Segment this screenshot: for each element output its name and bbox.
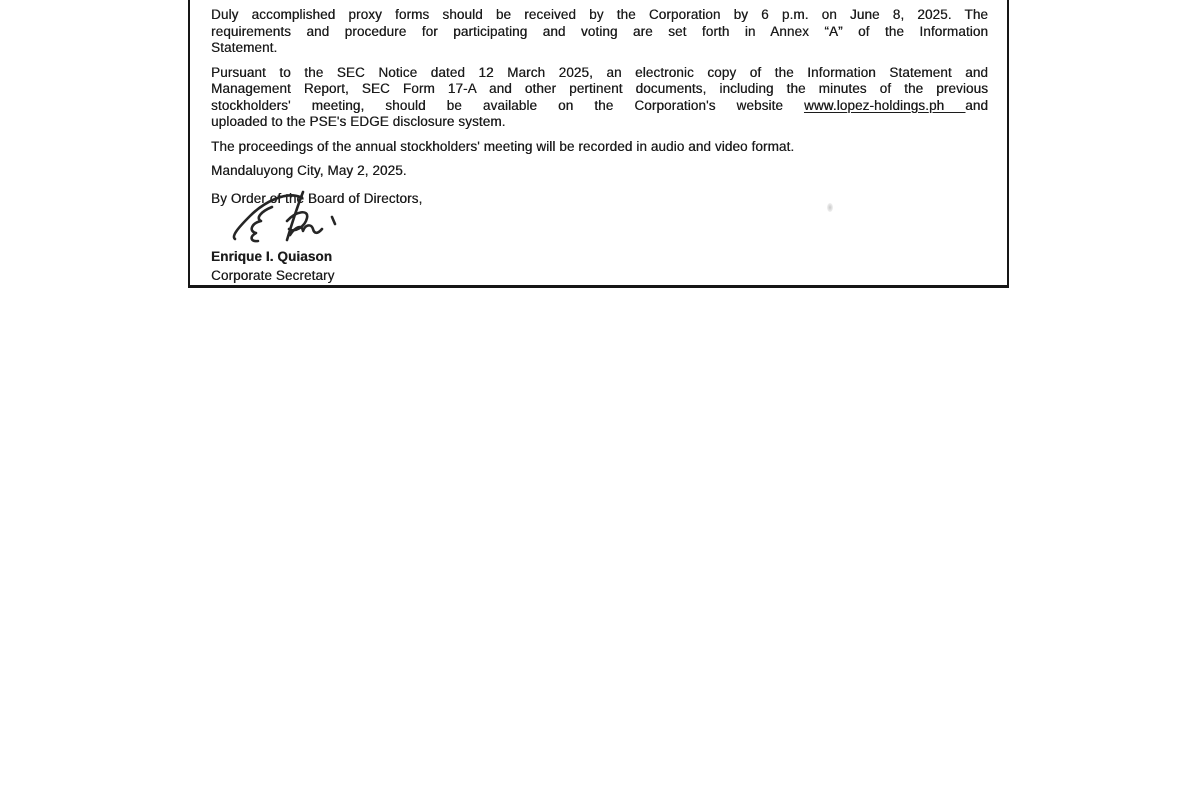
text-line: uploaded to the PSE's EDGE disclosure system. [211, 114, 506, 129]
text-segment: stockholders' meeting, should be available on the Corporation's website [211, 97, 804, 113]
text-line: Mandaluyong City, May 2, 2025. [211, 163, 407, 178]
signatory-name: Enrique I. Quiason [211, 249, 333, 264]
text-line: By Order of the Board of Directors, [211, 190, 423, 206]
text-line: requirements and procedure for participating and voting are set forth in Annex “A” of the Information [211, 23, 988, 39]
paragraph-place-date [211, 163, 988, 180]
text-line: Pursuant to the SEC Notice dated 12 March 2025, an electronic copy of the Information Statement and [211, 64, 988, 80]
paragraph-proxy-deadline [211, 7, 988, 57]
text-line: Management Report, SEC Form 17-A and other pertinent documents, including the minutes of the previous [211, 81, 988, 96]
paragraph-recording-notice [211, 139, 988, 156]
text-line [211, 98, 988, 115]
text-line: Statement. [211, 40, 278, 55]
text-line: Duly accomplished proxy forms should be received by the Corporation by 6 p.m. on June 8, 2025. The [211, 7, 988, 22]
paragraph-sec-notice [211, 65, 988, 131]
text-line: The proceedings of the annual stockholders' meeting will be recorded in audio and video format. [211, 138, 795, 154]
scan-artifact-dot [827, 203, 833, 212]
website-url-text: www.lopez-holdings.ph [803, 97, 966, 113]
text-segment: and [965, 97, 988, 113]
notice-bordered-box [188, 0, 1009, 288]
handwritten-signature [224, 190, 350, 252]
signatory-title: Corporate Secretary [211, 267, 335, 283]
